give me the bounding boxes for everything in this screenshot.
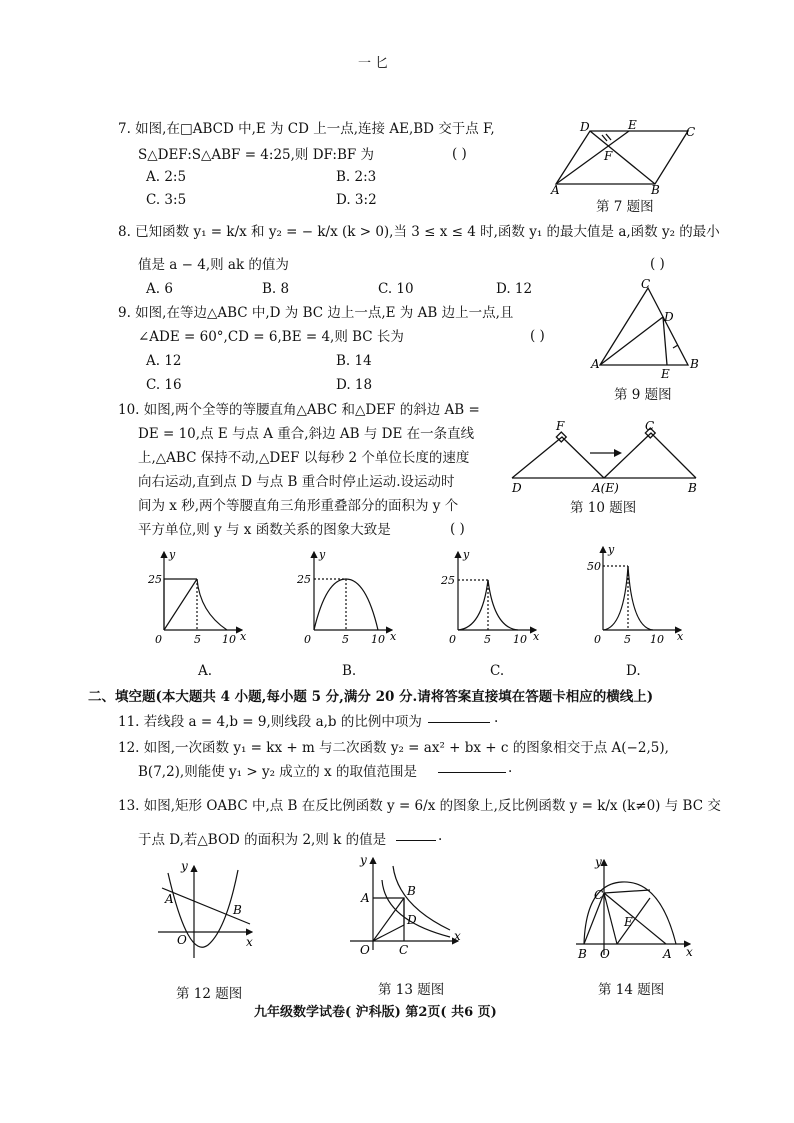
q10-label-b: B: [688, 481, 697, 495]
q10-graph-b-tick-0: 0: [304, 633, 311, 646]
q10-graph-d-letter: D.: [626, 663, 641, 679]
q7-option-c: C. 3:5: [146, 192, 187, 208]
q12-label-x: x: [246, 935, 253, 949]
q8-option-c: C. 10: [378, 281, 414, 297]
q10-graph-d: [587, 543, 684, 646]
q10-graph-a-tick-5: 5: [194, 633, 201, 646]
q13-label-a: A: [361, 891, 370, 905]
q10-graph-d-tick-10: 10: [650, 633, 664, 646]
q14-figure: [576, 855, 693, 961]
q9-label-a: A: [591, 357, 600, 371]
q10-graph-d-ymark: 50: [587, 560, 601, 573]
q10-graph-a-ylabel: y: [169, 548, 176, 561]
q10-graph-a-letter: A.: [198, 663, 213, 679]
q10-graph-b-tick-10: 10: [371, 633, 385, 646]
q10-graph-b: [296, 548, 397, 646]
q13-line1: 13. 如图,矩形 OABC 中,点 B 在反比例函数 y = 6/x 的图象上,反比例函数 y = k/x (k≠0) 与 BC 交: [118, 798, 721, 814]
q12-blank: [438, 772, 506, 773]
q10-graph-d-tick-5: 5: [624, 633, 631, 646]
q8-option-b: B. 8: [262, 281, 290, 297]
q10-graph-a-tick-10: 10: [222, 633, 236, 646]
q7-caption: 第 7 题图: [596, 199, 654, 215]
q9-label-d: D: [664, 310, 674, 324]
q14-label-e: E: [624, 915, 633, 929]
q11-text: 11. 若线段 a = 4,b = 9,则线段 a,b 的比例中项为: [118, 714, 422, 730]
q8-option-a: A. 6: [146, 281, 173, 297]
top-mark: 一 匕: [358, 56, 389, 71]
q12-figure: [158, 859, 253, 958]
q10-line-5: 间为 x 秒,两个等腰直角三角形重叠部分的面积为 y 个: [138, 498, 459, 514]
q7-label-d: D: [580, 120, 590, 134]
q10-line-1: 10. 如图,两个全等的等腰直角△ABC 和△DEF 的斜边 AB =: [118, 402, 480, 418]
q13-blank: [396, 840, 436, 841]
q13-figure: [350, 853, 461, 957]
q7-label-a: A: [551, 183, 560, 197]
q10-graph-c-tick-10: 10: [513, 633, 527, 646]
q7-option-b: B. 2:3: [336, 169, 377, 185]
q14-label-b: B: [578, 947, 587, 961]
q7-label-e: E: [628, 118, 637, 132]
page-footer: 九年级数学试卷( 沪科版) 第2页( 共6 页): [254, 1005, 497, 1020]
q13-label-c: C: [399, 943, 409, 957]
q9-option-d: D. 18: [336, 377, 373, 393]
q10-graph-c-letter: C.: [490, 663, 505, 679]
q10-label-ae: A(E): [592, 481, 619, 495]
q12-end: .: [508, 760, 513, 776]
q7-answer-paren: ( ): [452, 146, 467, 162]
q9-caption: 第 9 题图: [614, 387, 672, 403]
q10-label-d: D: [512, 481, 522, 495]
q9-label-e: E: [661, 367, 670, 381]
q13-label-d: D: [407, 913, 417, 927]
q10-graph-b-ylabel: y: [319, 548, 326, 561]
q10-line-4: 向右运动,直到点 D 与点 B 重合时停止运动.设运动时: [138, 474, 455, 490]
q13-label-b: B: [407, 884, 416, 898]
q12-label-b: B: [233, 903, 242, 917]
q12-label-y: y: [181, 859, 188, 873]
q7-line1: 7. 如图,在□ABCD 中,E 为 CD 上一点,连接 AE,BD 交于点 F,: [118, 121, 495, 137]
q7-label-c: C: [686, 125, 696, 139]
q7-label-f: F: [604, 149, 613, 163]
q12-label-a: A: [165, 892, 174, 906]
q9-line2: ∠ADE = 60°,CD = 6,BE = 4,则 BC 长为: [138, 329, 404, 345]
section-2-heading: 二、填空题(本大题共 4 小题,每小题 5 分,满分 20 分.请将答案直接填在答题卡相应的横线上): [88, 689, 654, 705]
q10-graph-d-ylabel: y: [608, 543, 615, 556]
q9-option-a: A. 12: [146, 353, 182, 369]
q10-answer-paren: ( ): [450, 521, 465, 537]
q10-label-f: F: [556, 419, 565, 433]
q10-graph-c: [440, 548, 540, 646]
q9-label-b: B: [690, 357, 699, 371]
q12-caption: 第 12 题图: [176, 986, 243, 1002]
q11-end: .: [494, 710, 499, 726]
q8-line2: 值是 a − 4,则 ak 的值为: [138, 257, 289, 273]
q13-caption: 第 13 题图: [378, 982, 445, 998]
q10-graph-b-xlabel: x: [390, 630, 397, 643]
q10-graph-a-xlabel: x: [240, 630, 247, 643]
q10-line-2: DE = 10,点 E 与点 A 重合,斜边 AB 与 DE 在一条直线: [138, 426, 475, 442]
q11-blank: [428, 722, 490, 723]
q8-line1: 8. 已知函数 y₁ = k/x 和 y₂ = − k/x (k > 0),当 3 ≤ x ≤ 4 时,函数 y₁ 的最大值是 a,函数 y₂ 的最小: [118, 224, 720, 240]
q14-label-x: x: [686, 945, 693, 959]
q14-label-a: A: [663, 947, 672, 961]
q10-line-3: 上,△ABC 保持不动,△DEF 以每秒 2 个单位长度的速度: [138, 450, 470, 466]
q12-line1: 12. 如图,一次函数 y₁ = kx + m 与二次函数 y₂ = ax² + bx + c 的图象相交于点 A(−2,5),: [118, 740, 669, 756]
q10-graph-c-xlabel: x: [533, 630, 540, 643]
q8-answer-paren: ( ): [650, 256, 665, 272]
q7-option-a: A. 2:5: [146, 169, 187, 185]
q7-option-d: D. 3:2: [336, 192, 377, 208]
q10-graph-c-ymark: 25: [441, 574, 455, 587]
q13-label-o: O: [360, 943, 370, 957]
q14-label-c: C: [594, 888, 604, 902]
q10-graph-b-letter: B.: [342, 663, 357, 679]
q10-caption: 第 10 题图: [570, 500, 637, 516]
q14-label-y: y: [595, 855, 602, 869]
q7-line2: S△DEF:S△ABF = 4:25,则 DF:BF 为: [138, 147, 375, 163]
q7-label-b: B: [651, 183, 660, 197]
q10-graph-a: [147, 548, 247, 646]
q12-line2: B(7,2),则能使 y₁ > y₂ 成立的 x 的取值范围是: [138, 764, 417, 780]
q10-graph-c-ylabel: y: [463, 548, 470, 561]
q10-graph-b-tick-5: 5: [342, 633, 349, 646]
q9-option-c: C. 16: [146, 377, 182, 393]
q10-graph-c-tick-5: 5: [484, 633, 491, 646]
q9-label-c: C: [641, 277, 651, 291]
q10-graph-d-tick-0: 0: [594, 633, 601, 646]
q10-graph-a-ymark: 25: [148, 573, 162, 586]
q10-graph-d-xlabel: x: [677, 630, 684, 643]
q13-line2: 于点 D,若△BOD 的面积为 2,则 k 的值是: [138, 832, 387, 848]
q9-option-b: B. 14: [336, 353, 372, 369]
q13-label-y: y: [360, 853, 367, 867]
q10-line-6: 平方单位,则 y 与 x 函数关系的图象大致是: [138, 522, 391, 538]
q14-label-o: O: [600, 947, 610, 961]
q12-label-o: O: [177, 933, 187, 947]
q14-caption: 第 14 题图: [598, 982, 665, 998]
q10-graph-a-tick-0: 0: [155, 633, 162, 646]
q10-graph-b-ymark: 25: [297, 573, 311, 586]
q8-option-d: D. 12: [496, 281, 533, 297]
q13-end: .: [438, 828, 443, 844]
q13-label-x: x: [454, 929, 461, 943]
q10-label-c: C: [645, 419, 655, 433]
q9-line1: 9. 如图,在等边△ABC 中,D 为 BC 边上一点,E 为 AB 边上一点,且: [118, 305, 514, 321]
q10-graph-c-tick-0: 0: [449, 633, 456, 646]
q9-answer-paren: ( ): [530, 328, 545, 344]
